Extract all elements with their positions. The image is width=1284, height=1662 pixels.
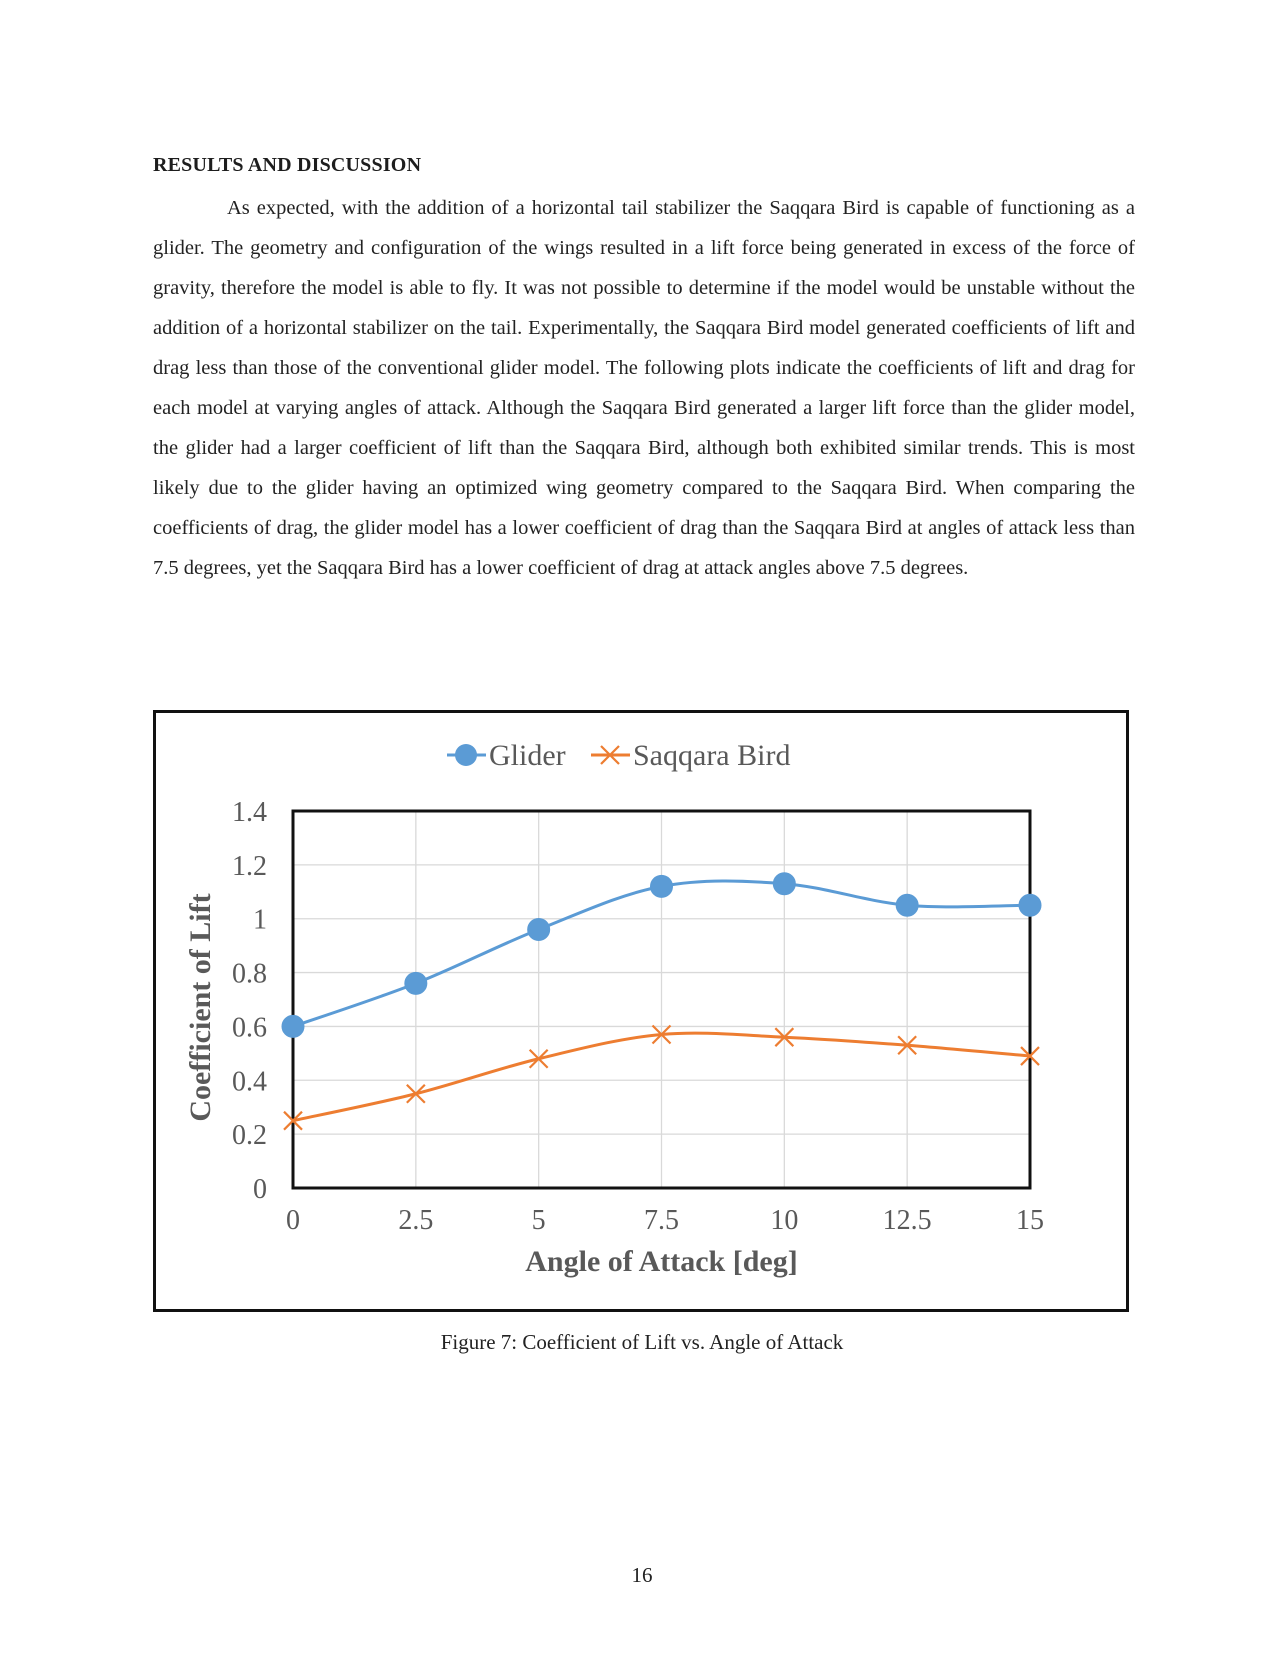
page-number: 16 bbox=[631, 1563, 653, 1587]
x-tick-label: 2.5 bbox=[398, 1205, 434, 1236]
glider-data-point bbox=[651, 875, 673, 897]
glider-data-point bbox=[773, 873, 795, 895]
legend-label: Glider bbox=[489, 739, 566, 772]
body-paragraph-container bbox=[153, 188, 1135, 588]
x-tick-label: 7.5 bbox=[644, 1205, 679, 1236]
y-axis-title: Coefficient of Lift bbox=[184, 893, 217, 1122]
glider-data-point bbox=[528, 918, 550, 940]
y-tick-label: 1.2 bbox=[232, 850, 267, 882]
y-tick-label: 1.4 bbox=[232, 797, 267, 828]
y-tick-label: 0.2 bbox=[232, 1120, 267, 1152]
glider-data-point bbox=[896, 894, 918, 916]
figure-frame bbox=[153, 710, 1129, 1312]
legend-marker-circle bbox=[455, 744, 477, 766]
y-tick-label: 1 bbox=[253, 904, 267, 936]
chart-legend bbox=[447, 739, 790, 772]
glider-data-point bbox=[282, 1015, 304, 1037]
lift-chart bbox=[156, 713, 1126, 1309]
x-tick-label: 10 bbox=[770, 1205, 799, 1236]
y-tick-label: 0.8 bbox=[232, 958, 267, 990]
x-axis-title: Angle of Attack [deg] bbox=[525, 1245, 798, 1278]
x-tick-label: 15 bbox=[1016, 1205, 1044, 1236]
section-heading: RESULTS AND DISCUSSION bbox=[153, 154, 422, 176]
y-tick-label: 0.4 bbox=[232, 1066, 267, 1098]
y-tick-label: 0 bbox=[253, 1174, 267, 1205]
figure-caption: Figure 7: Coefficient of Lift vs. Angle of Attack bbox=[440, 1330, 844, 1354]
glider-data-point bbox=[405, 972, 427, 994]
y-tick-label: 0.6 bbox=[232, 1012, 267, 1044]
legend-item-glider bbox=[447, 739, 566, 772]
x-tick-label: 12.5 bbox=[882, 1205, 932, 1236]
x-tick-label: 5 bbox=[531, 1205, 546, 1236]
x-tick-label: 0 bbox=[286, 1205, 300, 1236]
body-paragraph: As expected, with the addition of a horizontal tail stabilizer the Saqqara Bird is capable of functioning as a glider. The geometry and configuration of the wings resulted in a lift force being generated in excess of the force of gravity, therefore the model is able to fly. It was not possible to determine if the model would be unstable without the addition of a horizontal stabilizer on the tail. Experimentally, the Saqqara Bird model generated coefficients of lift and drag less than those of the conventional glider model. The following plots indicate the coefficients of lift and drag for each model at varying angles of attack. Although the Saqqara Bird generated a larger lift force than the glider model, the glider had a larger coefficient of lift than the Saqqara Bird, although both exhibited similar trends. This is most likely due to the glider having an optimized wing geometry compared to the Saqqara Bird. When comparing the coefficients of drag, the glider model has a lower coefficient of drag than the Saqqara Bird at angles of attack less than 7.5 degrees, yet the Saqqara Bird has a lower coefficient of drag at attack angles above 7.5 degrees. bbox=[153, 197, 1135, 579]
glider-data-point bbox=[1019, 894, 1041, 916]
legend-item-saqqara-bird bbox=[591, 739, 790, 772]
legend-label: Saqqara Bird bbox=[633, 739, 791, 772]
